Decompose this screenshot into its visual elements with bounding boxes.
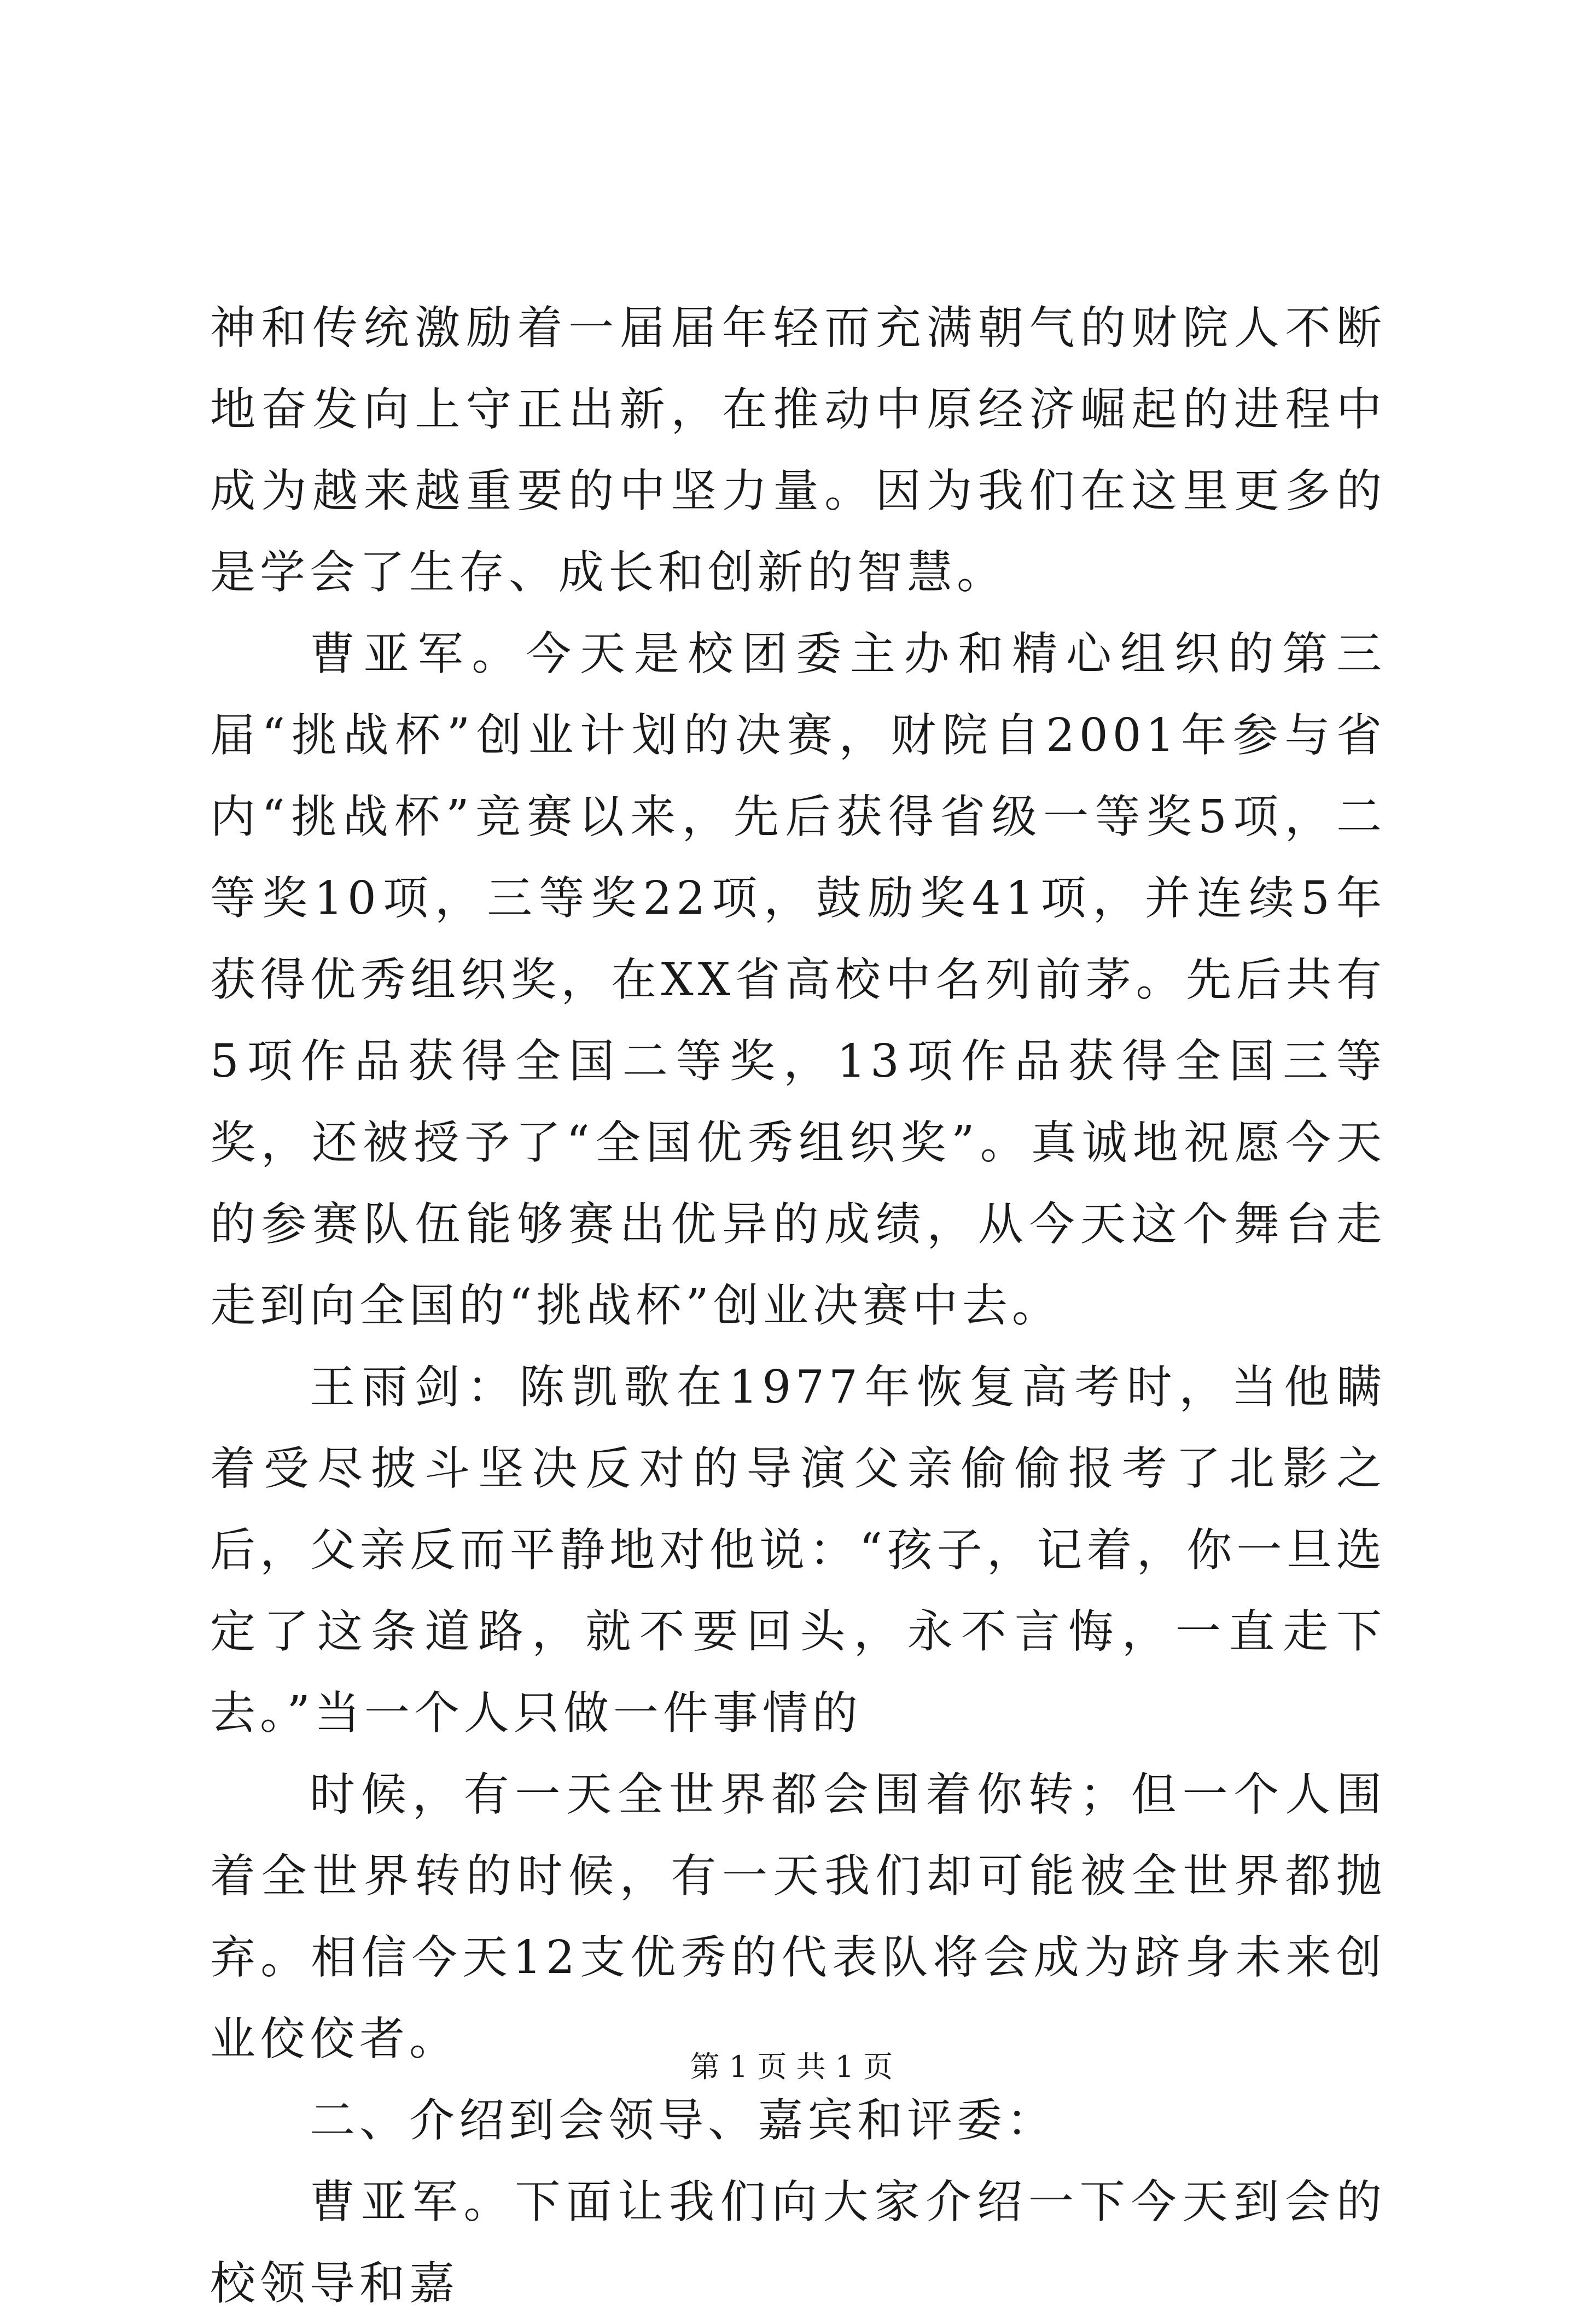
page-number-label: 第 1 页 共 1 页	[690, 2049, 893, 2084]
page-footer	[0, 2048, 1583, 2086]
section-heading-introduce-guests: 二、介绍到会领导、嘉宾和评委：	[310, 2094, 1056, 2147]
paragraph-world-turns: 时候，有一天全世界都会围着你转；但一个人围着全世界转的时候，有一天我们却可能被全世界都抛弃。相信今天12支优秀的代表队将会成为跻身未来创业佼佼者。	[210, 1768, 1386, 2065]
paragraph-introduce-leaders: 曹亚军。下面让我们向大家介绍一下今天到会的校领导和嘉	[210, 2175, 1386, 2310]
document-body	[210, 287, 1386, 2324]
paragraph-continuation: 神和传统激励着一届届年轻而充满朝气的财院人不断地奋发向上守正出新，在推动中原经济崛起的进程中成为越来越重要的中坚力量。因为我们在这里更多的是学会了生存、成长和创新的智慧。	[210, 301, 1386, 599]
paragraph-wang-yujian-chen-kaige: 王雨剑：陈凯歌在1977年恢复高考时，当他瞒着受尽披斗坚决反对的导演父亲偷偷报考了北影之后，父亲反而平静地对他说：“孩子，记着，你一旦选定了这条道路，就不要回头，永不言悔，一直走下去。”当一个人只做一件事情的	[210, 1360, 1386, 1739]
paragraph-cao-yajun-challenge-cup: 曹亚军。今天是校团委主办和精心组织的第三届“挑战杯”创业计划的决赛，财院自2001年参与省内“挑战杯”竞赛以来，先后获得省级一等奖5项，二等奖10项，三等奖22项，鼓励奖41项，并连续5年获得优秀组织奖，在XX省高校中名列前茅。先后共有5项作品获得全国二等奖，13项作品获得全国三等奖，还被授予了“全国优秀组织奖”。真诚地祝愿今天的参赛队伍能够赛出优异的成绩，从今天这个舞台走走到向全国的“挑战杯”创业决赛中去。	[210, 627, 1386, 1332]
